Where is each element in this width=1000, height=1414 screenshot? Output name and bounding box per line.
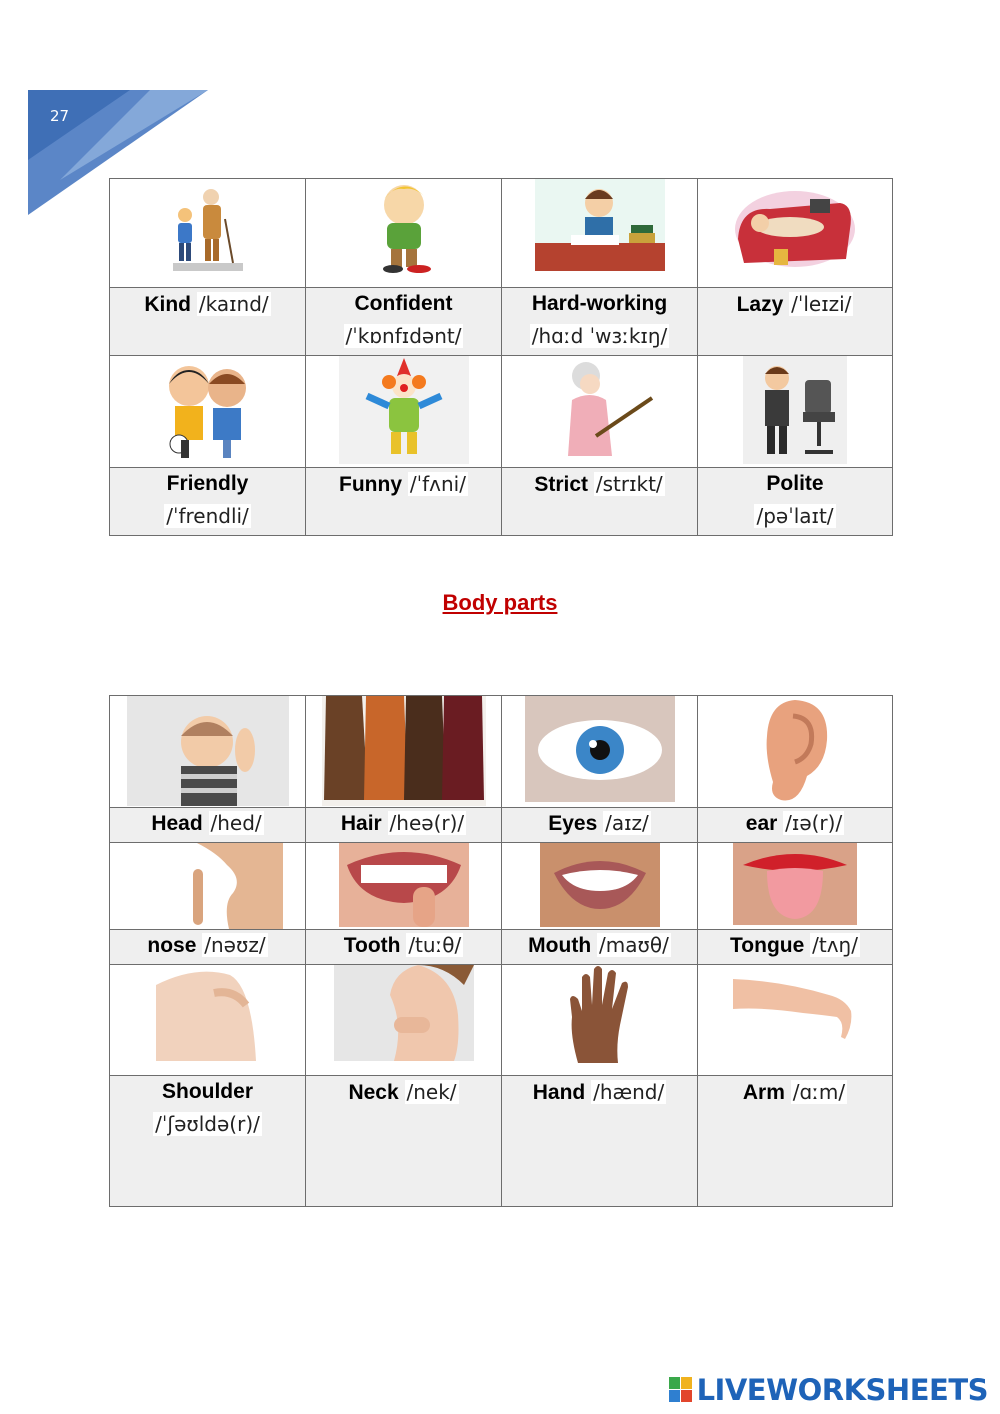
word: Kind: [144, 293, 192, 316]
image-cell: [110, 965, 306, 1076]
word-cell: [698, 930, 893, 965]
head-baby-icon: [127, 696, 289, 806]
ipa: /ˈʃəʊldə(r)/: [155, 1112, 260, 1136]
image-cell: [502, 356, 698, 468]
ipa: /ˈfʌni/: [409, 472, 466, 496]
hair-icon: [322, 696, 486, 806]
image-cell: [306, 965, 502, 1076]
word-cell: [110, 1076, 306, 1207]
word: Confident: [354, 292, 453, 315]
ipa: /strɪkt/: [595, 472, 663, 496]
image-cell: [502, 843, 698, 930]
personality-table: [109, 178, 893, 536]
mouth-icon: [540, 843, 660, 927]
ipa: /hænd/: [593, 1080, 665, 1104]
lazy-man-on-sofa-icon: [730, 179, 860, 273]
ipa: /tʌŋ/: [812, 933, 858, 957]
word: Polite: [766, 472, 824, 495]
image-cell: [698, 179, 893, 288]
word-cell: [698, 1076, 893, 1207]
strict-teacher-icon: [540, 356, 660, 464]
word-cell: [698, 468, 893, 536]
word-cell: [698, 288, 893, 356]
word: Funny: [339, 473, 403, 496]
ipa: /maʊθ/: [599, 933, 669, 957]
image-cell: [502, 696, 698, 808]
word-cell: [502, 1076, 698, 1207]
ipa: /ɑːm/: [792, 1080, 846, 1104]
image-cell: [110, 843, 306, 930]
image-cell: [306, 843, 502, 930]
image-cell: [502, 179, 698, 288]
ipa: /heə(r)/: [389, 811, 465, 835]
word: ear: [745, 812, 778, 835]
word-cell: [306, 468, 502, 536]
ipa: /hɑːd ˈwɜːkɪŋ/: [531, 324, 668, 348]
page-number: 27: [50, 107, 70, 125]
funny-clown-icon: [339, 356, 469, 464]
nose-icon: [133, 843, 283, 929]
word: nose: [147, 934, 197, 957]
word-cell: [110, 930, 306, 965]
word-cell: [502, 808, 698, 843]
image-cell: [110, 179, 306, 288]
polite-man-with-chair-icon: [743, 356, 847, 464]
image-cell: [306, 696, 502, 808]
word: Hard-working: [531, 292, 668, 315]
logo-text: LIVEWORKSHEETS: [696, 1373, 988, 1407]
image-cell: [306, 179, 502, 288]
ear-icon: [755, 696, 835, 806]
word: Head: [151, 812, 203, 835]
arm-icon: [733, 965, 857, 1045]
ipa: /kaɪnd/: [198, 292, 269, 316]
image-cell: [698, 696, 893, 808]
ipa: /ˈfrendli/: [166, 504, 249, 528]
friendly-boys-icon: [153, 356, 263, 464]
ipa: /nek/: [406, 1080, 457, 1104]
ipa: /pəˈlaɪt/: [756, 504, 834, 528]
image-cell: [110, 356, 306, 468]
image-cell: [306, 356, 502, 468]
word-cell: [306, 808, 502, 843]
word: Hair: [340, 812, 382, 835]
word-cell: [306, 1076, 502, 1207]
hand-icon: [562, 965, 638, 1063]
tooth-icon: [339, 843, 469, 927]
liveworksheets-logo[interactable]: [669, 1372, 988, 1408]
word: Eyes: [548, 812, 598, 835]
ipa: /ˈkɒnfɪdənt/: [345, 324, 462, 348]
neck-icon: [334, 965, 474, 1061]
ipa: /ˈleɪzi/: [791, 292, 852, 316]
word: Strict: [534, 473, 588, 496]
word-cell: [306, 288, 502, 356]
body-parts-table: [109, 695, 893, 1207]
confident-boy-icon: [349, 179, 459, 275]
word-cell: [502, 930, 698, 965]
image-cell: [698, 356, 893, 468]
logo-blocks-icon: [669, 1377, 693, 1403]
section-title: Body parts: [442, 590, 558, 615]
eye-icon: [525, 696, 675, 802]
word-cell: [110, 808, 306, 843]
word: Shoulder: [161, 1080, 253, 1103]
image-cell: [698, 965, 893, 1076]
kind-boy-helping-grandmother-icon: [163, 179, 253, 275]
word-cell: [110, 288, 306, 356]
word: Tongue: [730, 934, 805, 957]
ipa: /aɪz/: [605, 811, 649, 835]
ipa: /ɪə(r)/: [785, 811, 843, 835]
word: Mouth: [528, 934, 592, 957]
word: Arm: [742, 1081, 785, 1104]
image-cell: [110, 696, 306, 808]
word-cell: [502, 288, 698, 356]
shoulder-icon: [156, 965, 260, 1061]
tongue-icon: [733, 843, 857, 925]
word: Neck: [348, 1081, 399, 1104]
word-cell: [110, 468, 306, 536]
hardworking-student-icon: [535, 179, 665, 271]
image-cell: [698, 843, 893, 930]
image-cell: [502, 965, 698, 1076]
word: Friendly: [166, 472, 249, 495]
word-cell: [306, 930, 502, 965]
word: Tooth: [343, 934, 401, 957]
word-cell: [698, 808, 893, 843]
word: Lazy: [736, 293, 784, 316]
word-cell: [502, 468, 698, 536]
ipa: /hed/: [210, 811, 262, 835]
ipa: /nəʊz/: [204, 933, 266, 957]
word: Hand: [532, 1081, 586, 1104]
ipa: /tuːθ/: [408, 933, 462, 957]
